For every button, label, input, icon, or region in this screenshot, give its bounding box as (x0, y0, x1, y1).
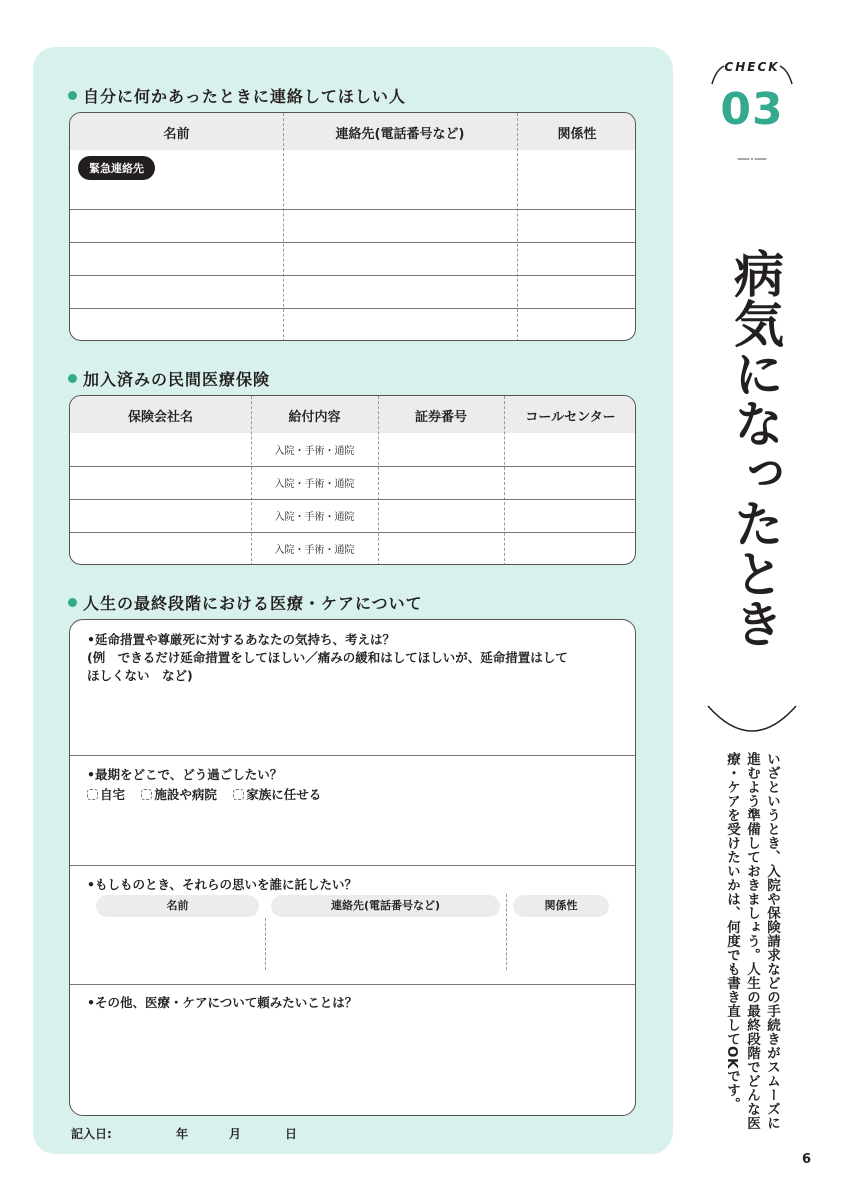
question-life-support: •延命措置や尊厳死に対するあなたの気持ち、考えは？ (87, 632, 395, 647)
answer-area-life-support[interactable] (70, 686, 635, 754)
benefit-text: 入院・手術・通院 (274, 545, 355, 556)
header-name: 名前 (163, 127, 190, 142)
question-final-place: •最期をどこで、どう過ごしたい？ (87, 767, 283, 782)
page-number: 6 (802, 1152, 812, 1167)
contact-row-2[interactable] (70, 209, 635, 242)
contact-row-4[interactable] (70, 275, 635, 308)
entry-date-month: 月 (229, 1127, 242, 1141)
chapter-description: いざというとき、入院や保険請求などの手続きがスムーズに進むよう準備しておきましょう。人生の最終段階でどんな医療・ケアを受けたいかは、何度でも書き直してOKです。 (724, 752, 780, 1130)
bullet-icon (68, 598, 77, 607)
contact-row-5[interactable] (70, 308, 635, 341)
option-home[interactable]: 自宅 (87, 786, 125, 803)
checkbox-icon (233, 789, 244, 800)
checkbox-icon (87, 789, 98, 800)
check-label: CHECK (724, 60, 780, 74)
answer-area-other-requests[interactable] (70, 1014, 635, 1114)
option-facility-hospital[interactable]: 施設や病院 (141, 786, 217, 803)
option-leave-to-family[interactable]: 家族に任せる (233, 786, 321, 803)
final-place-options (87, 786, 333, 804)
entry-date-day: 日 (285, 1127, 298, 1141)
header-call-center: コールセンター (525, 410, 616, 425)
section-title-insurance: 加入済みの民間医療保険 (68, 367, 270, 390)
pill-contact: 連絡先(電話番号など) (271, 895, 500, 917)
question-example-line1: (例 できるだけ延命措置をしてほしい／痛みの緩和はしてほしいが、延命措置はして (87, 650, 568, 665)
entry-date-year: 年 (176, 1127, 189, 1141)
contacts-table (69, 112, 636, 341)
header-benefit: 給付内容 (288, 410, 341, 425)
description-arc-icon (704, 702, 800, 738)
header-company: 保険会社名 (127, 410, 193, 425)
checkbox-icon (141, 789, 152, 800)
check-number: 03 (720, 84, 784, 135)
benefit-text: 入院・手術・通院 (274, 512, 355, 523)
emergency-contact-badge: 緊急連絡先 (78, 156, 155, 180)
benefit-text: 入院・手術・通院 (274, 446, 355, 457)
bullet-icon (68, 374, 77, 383)
bullet-icon (68, 91, 77, 100)
answer-area-entrust[interactable] (70, 918, 635, 983)
contact-row-3[interactable] (70, 242, 635, 275)
benefit-text: 入院・手術・通院 (274, 479, 355, 490)
care-wishes-box (69, 619, 636, 1116)
header-relation: 関係性 (557, 127, 597, 142)
contact-row-1[interactable] (70, 150, 635, 209)
question-other-requests: •その他、医療・ケアについて頼みたいことは？ (87, 995, 358, 1010)
insurance-table (69, 395, 636, 565)
header-contact: 連絡先(電話番号など) (335, 127, 465, 142)
question-entrust: •もしものとき、それらの思いを誰に託したい？ (87, 877, 357, 892)
section-title-contacts: 自分に何かあったときに連絡してほしい人 (68, 84, 406, 107)
divider-dash-icon (723, 158, 781, 160)
section-title-end-of-life-care: 人生の最終段階における医療・ケアについて (68, 591, 423, 614)
pill-name: 名前 (96, 895, 259, 917)
check-badge (706, 56, 798, 166)
pill-relation: 関係性 (513, 895, 609, 917)
entry-date-label: 記入日: (71, 1127, 112, 1141)
question-example-line2: ほしくない など) (87, 668, 193, 683)
header-policy-number: 証券番号 (414, 410, 467, 425)
chapter-title: 病気になったとき (726, 248, 784, 648)
